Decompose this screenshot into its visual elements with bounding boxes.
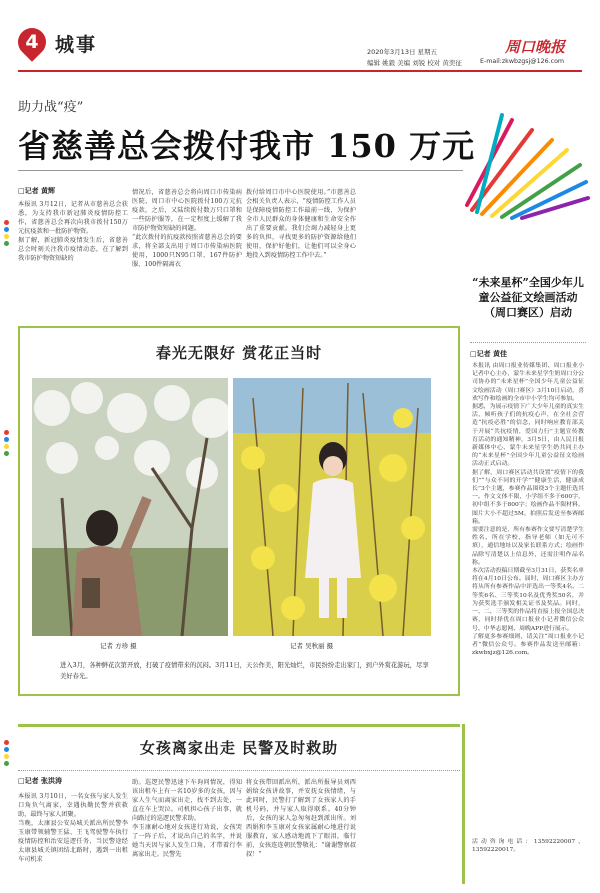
header-date: 2020年3月13日 星期五	[367, 48, 438, 56]
contest-reporter: □记者 黄佳	[470, 349, 508, 358]
article2-reporter: □记者 张洪涛	[18, 776, 63, 785]
section-title: 城事	[55, 34, 98, 56]
photo-caption: 进入3月，各种鲜花次第开放，打破了疫情带来的沉闷。3月11日，天公作美，阳光灿烂，市民纷纷走出家门，到户外赏花游玩，尽享美好春光。	[60, 662, 429, 680]
article-kicker: 助力战“疫”	[18, 100, 84, 115]
header-rule	[18, 70, 582, 72]
header-editors: 编辑 姚毅 美编 刘锐 校对 黄奕征	[367, 59, 462, 67]
article2-headline: 女孩离家出走 民警及时救助	[139, 739, 339, 757]
photo-credit-2: 记者 吴秋丽 摄	[290, 642, 334, 650]
contest-body: 本报讯 由周口报业传媒集团、周口报业小记者中心主办，蒙牛未来星学生奶周口分公司协办的“未来星杯”全国少年儿童公益征文绘画活动（周口赛区）3月10日启动，喜欢写作和绘画的全市中小学生均可参加。 据悉，为展示疫情下广大少年儿童的真实生活，倾听孩子们的抗疫心声，在全社会营造“抗疫必胜”的信念，同时响应教育部关于开展“共抗疫情，爱国力行”主题宣传教育活动的通知精神，3月5日，由人民日报新媒体中心、蒙牛未来星学生奶共同主办的“未来星杯”全国少年儿童公益征文绘画活动正式启动。 据了解，周口赛区活动共设置“疫情下的我们”“与众不同的开学”“健康生活，健康成长”3个主题，参赛作品围绕3个主题任选其一。作文文体不限，小学组不多于600字，初中组不多于800字；绘画作品不限材料，图片大小不超过5M，拍照后发送至参赛邮箱。 需要注意的是，所有参赛作文要写清楚学生姓名、所在学校、指导老师（如无可不填），通信地址以及家长联系方式；绘画作品除写清楚以上信息外，还需注明作品名称。 本次活动投稿日期截至3月31日，获奖名单将在4月10日公布。届时，周口赛区主办方将从所有参赛作品中评选出一等奖4名、二等奖6名、三等奖10名及优秀奖50名，并为获奖选手颁发相关证书及奖品。同时，一、二、三等奖的作品将直接上报全国总决赛，同时择优在周口报业小记者微信公众号、中华志愿网、周晚APP进行展示。 了解更多参赛细则，请关注“周口报业小记者”微信公众号。参赛作品发送至邮箱：zkwbxjz@126.com。	[472, 363, 584, 657]
photo-woman-blossoms	[32, 378, 228, 636]
colored-pencils-illustration	[462, 110, 592, 220]
headline-rule	[18, 170, 463, 171]
brand-logo: 周口晚报	[505, 38, 566, 56]
contest-contact: 活动咨询电话：13592220007、13592220017。	[472, 839, 584, 854]
page-number-badge	[12, 22, 52, 62]
decorative-dots	[4, 740, 12, 768]
decorative-dots	[4, 430, 12, 458]
header-email: E-mail:zkwbzgsj@126.com	[480, 58, 565, 65]
article-reporter: □记者 黄辉	[18, 186, 56, 195]
article2-top-rule	[18, 724, 460, 727]
decorative-dots	[4, 220, 12, 248]
article2-column-1: 本报讯 3月10日，一名女孩与家人发生口角负气离家，幸遇执勤民警并获救助，最终与家人团聚。 当晚，太康县公安局城关派出所民警李玉康带领辅警王猛、王飞驾驶警车执行疫情防控和治安巡逻任务，当民警途经太康县城关镇团结北路时，遇到一出租车司机求	[18, 793, 128, 863]
contest-headline: “未来星杯”全国少年儿童公益征文绘画活动（周口赛区）启动	[472, 276, 584, 319]
photo-credit-1: 记者 方珍 摄	[100, 642, 137, 650]
photo-feature-title: 春光无限好 赏花正当时	[155, 344, 323, 362]
article2-column-3: 将女孩带回派出所，派出所报导员刘西娟给女孩讲故事，并安抚女孩情绪，与此同时，民警打了解到了女孩家人的手机号码，并与家人取得联系。40分钟后，女孩的家人急匆匆赶到派出所。刘西娟和李玉康对女孩家属耐心地进行说服教育，家人感动地流下了眼泪，临行前，女孩连连朝民警敬礼：“谢谢警察叔叔！”	[246, 779, 356, 858]
photo-girl-forsythia	[233, 378, 431, 636]
article-column-3: 拨付给周口市中心医院使用。”市慈善总会相关负责人表示，“疫情防控工作人员是保障疫情防控工作最前一线，为保护全市人民群众的身体健康和生命安全作出了重要贡献。我们会竭力减轻身上更多的负担，寻找更多的防护资源给他们使用，保护好他们，让他们可以全身心地投入到疫情防控工作中去。”	[246, 189, 356, 259]
article-headline: 省慈善总会拨付我市 150 万元	[18, 127, 476, 165]
article2-divider	[18, 770, 460, 771]
article2-column-2: 助。巡逻民警迅速下车询问情况，得知该出租车上有一名10岁多的女孩，因与家人生气而离家出走，找不到去处，一直在车上哭泣。司机担心孩子出事，就向路过的巡逻民警求助。 李玉康耐心地对女孩进行劝说，女孩哭了一阵子后，才说出自己的名字，并说她当天因与家人发生口角，才带着行李离家出走。民警先	[132, 779, 242, 858]
page-number: 4	[25, 31, 39, 53]
article-column-2: 情况后，省慈善总会将向周口市传染病医院、周口市中心医院拨付100万元抗疫款，之后，又陆续拨付数万只口罩和一些防护服等，在一定程度上缓解了我市防护物资短缺的问题。 “此次拨付的抗疫款按照省慈善总会的要求，将全部支出用于周口市传染病医院使用，1000只N95口罩、167件防护服、100件隔离衣	[132, 189, 242, 268]
article2-side-rule	[462, 724, 465, 884]
contest-divider	[470, 342, 586, 344]
article-column-1: 本报讯 3月12日，记者从市慈善总会获悉，为支持我市新冠肺炎疫情防控工作，省慈善总会再次向我市拨付150万元抗疫款和一批防护物资。 据了解，新冠肺炎疫情发生后，省慈善总会时刻关注我市疫情动态，在了解到我市防护物资短缺的	[18, 201, 128, 262]
